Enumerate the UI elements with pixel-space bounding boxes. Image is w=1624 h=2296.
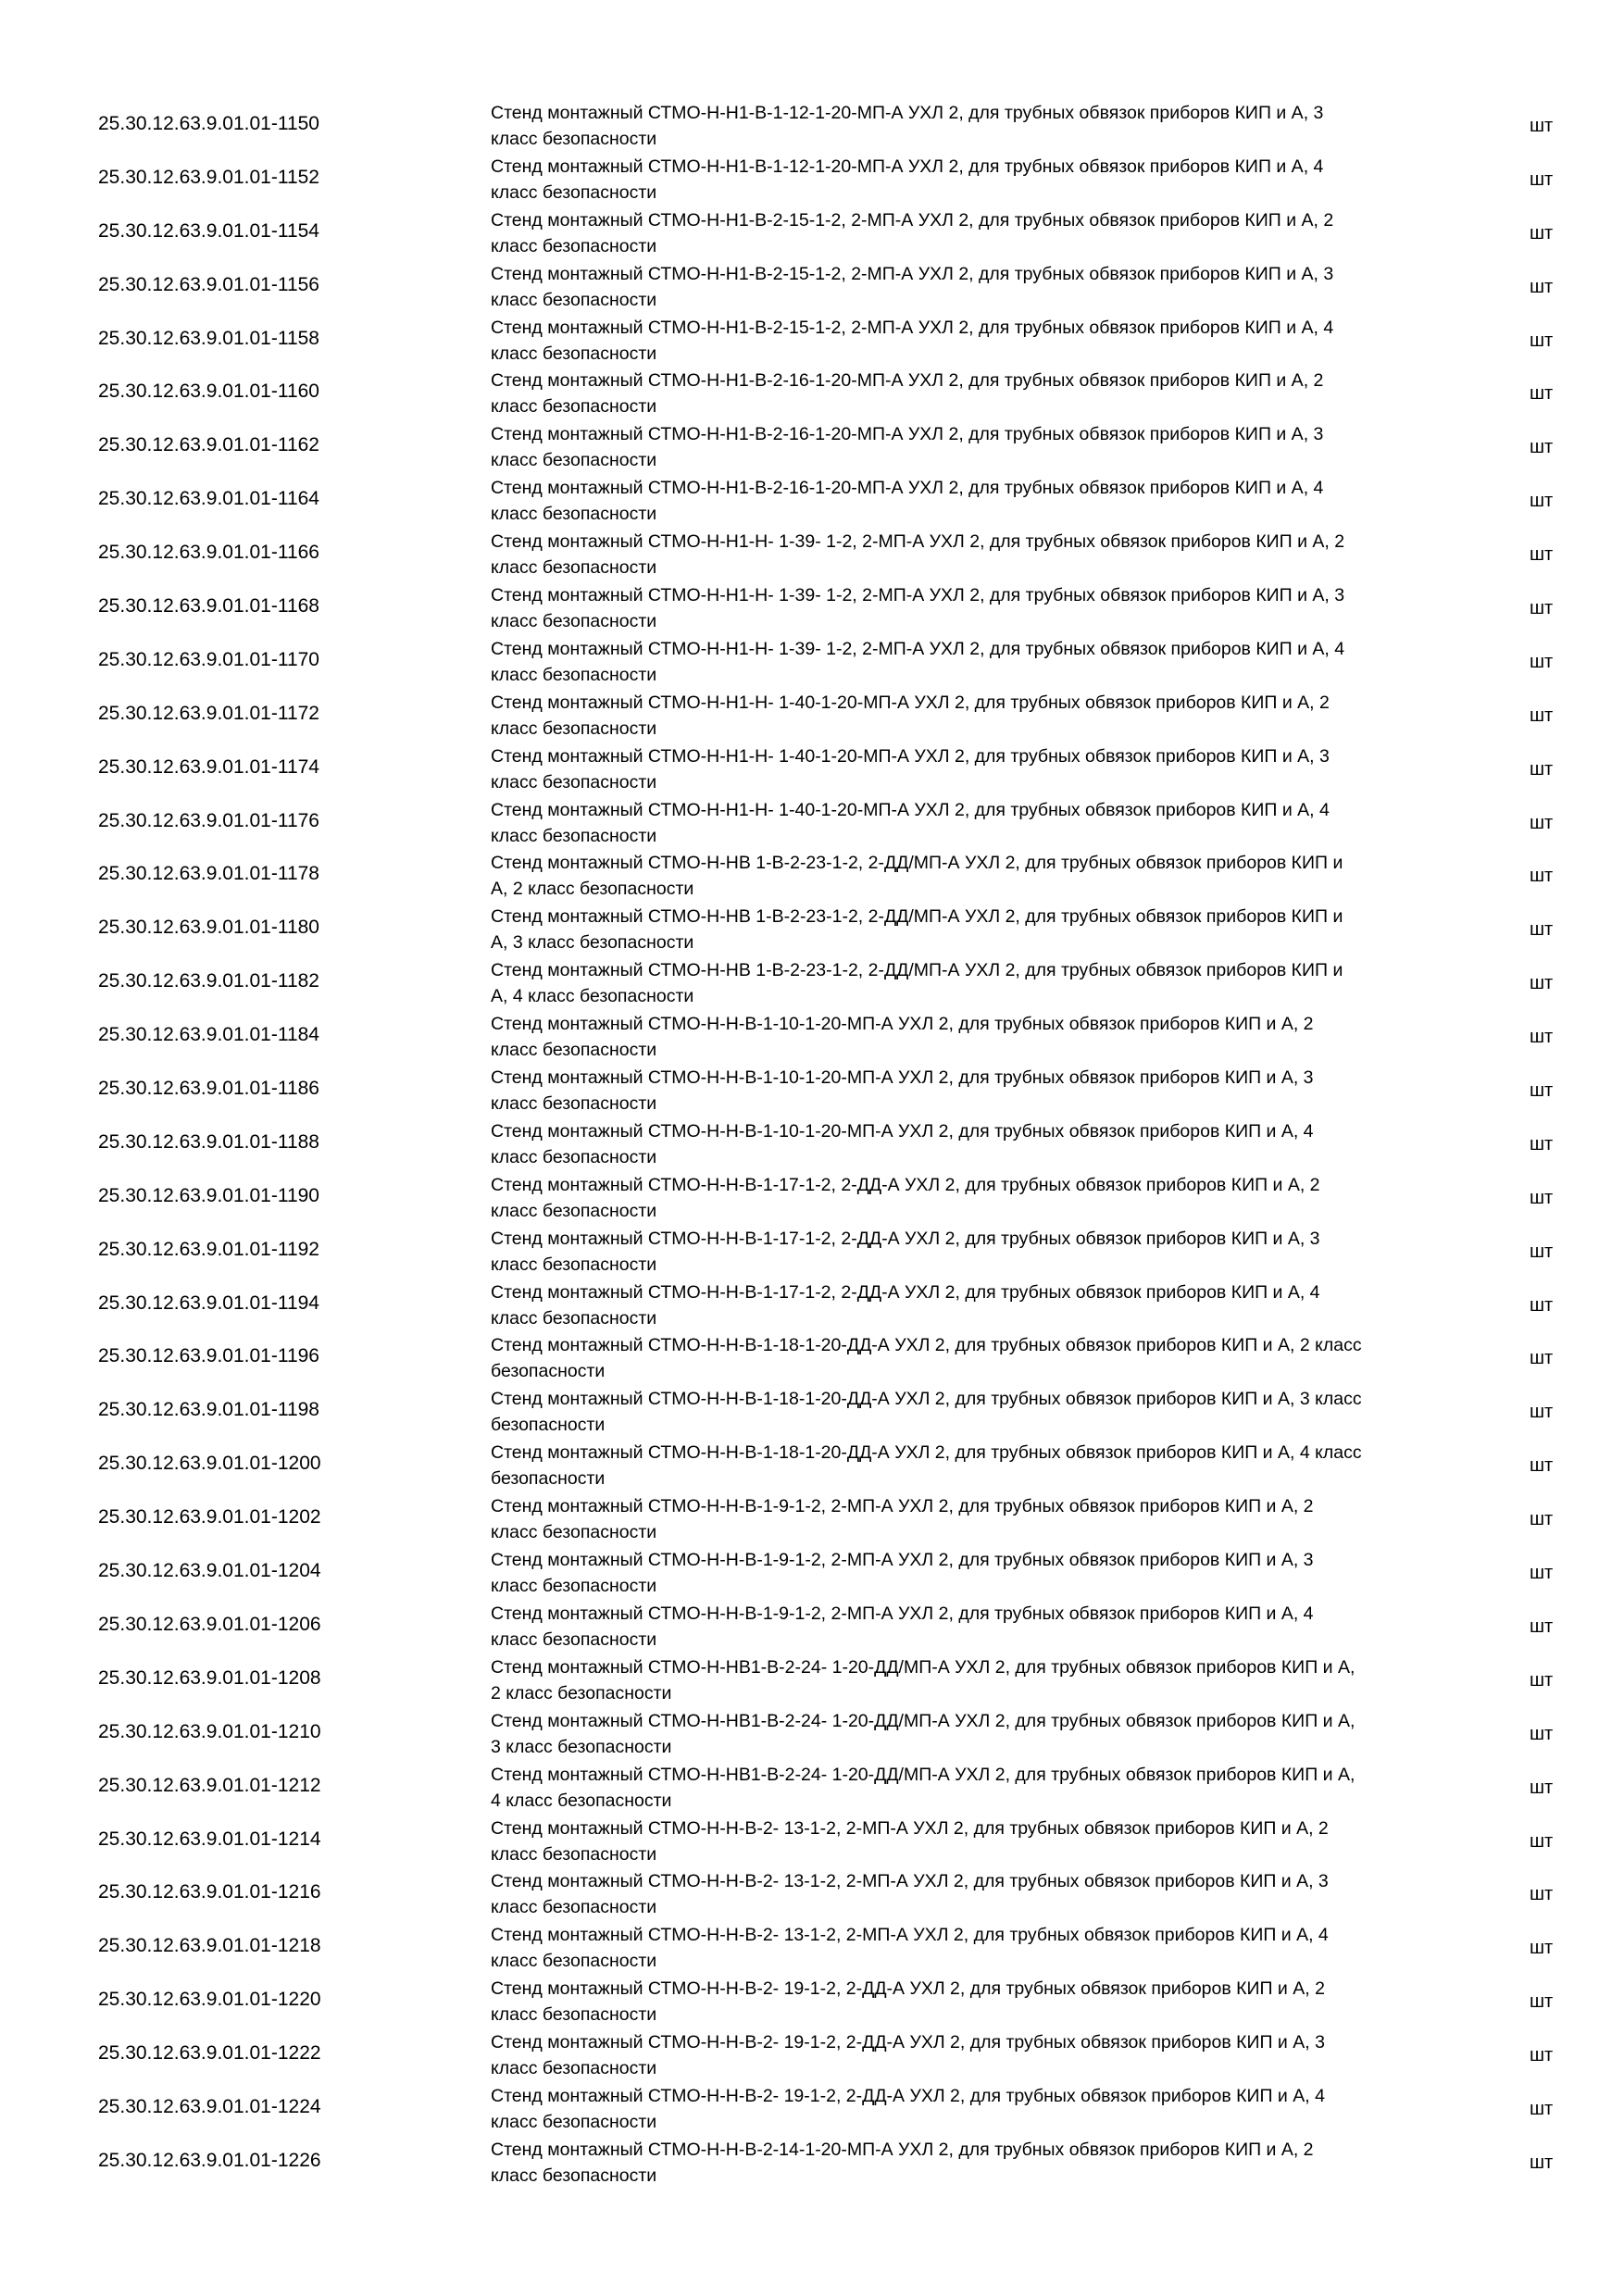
item-description — [491, 1172, 1472, 1224]
item-description-line: Стенд монтажный СТМО-Н-Н1-Н- 1-40-1-20-МП-А УХЛ 2, для трубных обвязок приборов КИП и А, 2 — [491, 692, 1330, 713]
item-unit: шт — [1530, 1669, 1554, 1691]
item-unit: шт — [1530, 1080, 1554, 1102]
item-description-line: Стенд монтажный СТМО-Н-НВ1-В-2-24- 1-20-ДД/МП-А УХЛ 2, для трубных обвязок приборов КИП и А, — [491, 1710, 1355, 1731]
price-list-table — [0, 98, 1624, 2189]
item-unit: шт — [1530, 866, 1554, 887]
item-description-line: Стенд монтажный СТМО-Н-Н-В-2- 13-1-2, 2-МП-А УХЛ 2, для трубных обвязок приборов КИП и А, 3 — [491, 1871, 1329, 1892]
item-description-line: Стенд монтажный СТМО-Н-Н1-В-2-15-1-2, 2-МП-А УХЛ 2, для трубных обвязок приборов КИП и А, 4 — [491, 317, 1334, 338]
item-unit: шт — [1530, 116, 1554, 136]
item-code: 25.30.12.63.9.01.01-1204 — [98, 1560, 321, 1582]
item-description — [491, 1816, 1472, 1867]
item-description-line: класс безопасности — [491, 1307, 657, 1329]
table-row — [0, 1760, 1624, 1814]
item-description-line: Стенд монтажный СТМО-Н-Н-В-2- 19-1-2, 2-ДД-А УХЛ 2, для трубных обвязок приборов КИП и А, 4 — [491, 2085, 1325, 2106]
item-code: 25.30.12.63.9.01.01-1220 — [98, 1989, 321, 2011]
item-description-line: Стенд монтажный СТМО-Н-Н1-Н- 1-39- 1-2, 2-МП-А УХЛ 2, для трубных обвязок приборов КИП и А, 3 — [491, 585, 1345, 606]
table-row — [0, 2028, 1624, 2081]
item-description-line: класс безопасности — [491, 1522, 657, 1543]
table-row — [0, 206, 1624, 259]
item-unit: шт — [1530, 1241, 1554, 1262]
table-row — [0, 2135, 1624, 2189]
item-description-line: класс безопасности — [491, 2058, 657, 2079]
item-description-line: Стенд монтажный СТМО-Н-Н-В-2- 19-1-2, 2-ДД-А УХЛ 2, для трубных обвязок приборов КИП и А, 2 — [491, 1978, 1325, 2000]
item-description-line: безопасности — [491, 1468, 606, 1490]
item-description-line: класс безопасности — [491, 235, 657, 256]
table-row — [0, 473, 1624, 527]
item-description-line: 3 класс безопасности — [491, 1736, 672, 1757]
item-description — [491, 1976, 1472, 2028]
item-description-line: Стенд монтажный СТМО-Н-Н-В-1-10-1-20-МП-А УХЛ 2, для трубных обвязок приборов КИП и А, 2 — [491, 1014, 1314, 1035]
table-row — [0, 152, 1624, 206]
item-description — [491, 850, 1472, 902]
item-description-line: Стенд монтажный СТМО-Н-НВ 1-В-2-23-1-2, 2-ДД/МП-А УХЛ 2, для трубных обвязок приборов КИП и — [491, 853, 1343, 874]
item-unit: шт — [1530, 1187, 1554, 1208]
item-unit: шт — [1530, 1027, 1554, 1048]
item-code: 25.30.12.63.9.01.01-1152 — [98, 166, 319, 188]
item-unit: шт — [1530, 383, 1554, 405]
table-row — [0, 1063, 1624, 1117]
item-code: 25.30.12.63.9.01.01-1210 — [98, 1720, 321, 1742]
item-description-line: класс безопасности — [491, 2165, 657, 2186]
item-description — [491, 957, 1472, 1009]
item-description-line: Стенд монтажный СТМО-Н-Н-В-1-18-1-20-ДД-А УХЛ 2, для трубных обвязок приборов КИП и А, 3 класс — [491, 1389, 1362, 1410]
item-description-line: Стенд монтажный СТМО-Н-Н-В-1-18-1-20-ДД-А УХЛ 2, для трубных обвязок приборов КИП и А, 4 класс — [491, 1442, 1362, 1464]
item-code: 25.30.12.63.9.01.01-1212 — [98, 1774, 321, 1796]
item-code: 25.30.12.63.9.01.01-1170 — [98, 648, 319, 670]
table-row — [0, 1974, 1624, 2028]
item-code: 25.30.12.63.9.01.01-1194 — [98, 1292, 319, 1314]
item-code: 25.30.12.63.9.01.01-1176 — [98, 809, 319, 831]
item-code: 25.30.12.63.9.01.01-1202 — [98, 1506, 321, 1529]
item-code: 25.30.12.63.9.01.01-1222 — [98, 2042, 321, 2065]
item-code: 25.30.12.63.9.01.01-1154 — [98, 219, 319, 242]
item-description — [491, 1065, 1472, 1117]
item-description — [491, 1332, 1472, 1384]
item-description-line: Стенд монтажный СТМО-Н-Н-В-1-17-1-2, 2-ДД-А УХЛ 2, для трубных обвязок приборов КИП и А, 3 — [491, 1228, 1320, 1249]
table-row — [0, 688, 1624, 742]
item-description-line: класс безопасности — [491, 2111, 657, 2132]
item-code: 25.30.12.63.9.01.01-1172 — [98, 702, 319, 724]
item-unit: шт — [1530, 544, 1554, 566]
item-code: 25.30.12.63.9.01.01-1158 — [98, 327, 319, 349]
table-row — [0, 1224, 1624, 1278]
item-unit: шт — [1530, 1777, 1554, 1798]
item-description-line: класс безопасности — [491, 343, 657, 364]
item-description-line: Стенд монтажный СТМО-Н-Н-В-1-10-1-20-МП-А УХЛ 2, для трубных обвязок приборов КИП и А, 4 — [491, 1120, 1314, 1142]
item-description-line: класс безопасности — [491, 129, 657, 149]
item-description — [491, 1601, 1472, 1653]
item-unit: шт — [1530, 491, 1554, 512]
item-description-line: класс безопасности — [491, 1628, 657, 1650]
item-code: 25.30.12.63.9.01.01-1164 — [98, 488, 319, 510]
table-row — [0, 527, 1624, 580]
table-row — [0, 313, 1624, 367]
item-unit: шт — [1530, 1402, 1554, 1423]
item-description-line: класс безопасности — [491, 396, 657, 418]
item-unit: шт — [1530, 1723, 1554, 1744]
item-description-line: Стенд монтажный СТМО-Н-Н1-В-2-16-1-20-МП-А УХЛ 2, для трубных обвязок приборов КИП и А, 2 — [491, 370, 1324, 392]
item-description — [491, 1654, 1472, 1706]
item-description-line: класс безопасности — [491, 1897, 657, 1918]
table-row — [0, 1438, 1624, 1491]
item-description-line: Стенд монтажный СТМО-Н-Н-В-1-9-1-2, 2-МП-А УХЛ 2, для трубных обвязок приборов КИП и А, 2 — [491, 1496, 1314, 1517]
item-code: 25.30.12.63.9.01.01-1160 — [98, 381, 319, 403]
item-description — [491, 421, 1472, 473]
table-row — [0, 634, 1624, 688]
item-code: 25.30.12.63.9.01.01-1180 — [98, 917, 319, 939]
table-row — [0, 1491, 1624, 1545]
table-row — [0, 580, 1624, 634]
item-code: 25.30.12.63.9.01.01-1166 — [98, 542, 319, 564]
item-unit: шт — [1530, 812, 1554, 833]
item-description-line: Стенд монтажный СТМО-Н-Н-В-1-17-1-2, 2-ДД-А УХЛ 2, для трубных обвязок приборов КИП и А, 2 — [491, 1174, 1320, 1195]
item-code: 25.30.12.63.9.01.01-1186 — [98, 1078, 319, 1100]
item-description — [491, 1011, 1472, 1063]
table-row — [0, 795, 1624, 849]
item-description-line: Стенд монтажный СТМО-Н-Н-В-1-18-1-20-ДД-А УХЛ 2, для трубных обвязок приборов КИП и А, 2 класс — [491, 1335, 1362, 1356]
item-description — [491, 1708, 1472, 1760]
item-description — [491, 154, 1472, 206]
table-row — [0, 1117, 1624, 1170]
item-code: 25.30.12.63.9.01.01-1198 — [98, 1399, 319, 1421]
item-code: 25.30.12.63.9.01.01-1150 — [98, 113, 319, 134]
item-description-line: Стенд монтажный СТМО-Н-Н-В-2-14-1-20-МП-А УХЛ 2, для трубных обвязок приборов КИП и А, 2 — [491, 2139, 1314, 2160]
item-description-line: Стенд монтажный СТМО-Н-НВ1-В-2-24- 1-20-ДД/МП-А УХЛ 2, для трубных обвязок приборов КИП и А, — [491, 1656, 1355, 1678]
item-description — [491, 1226, 1472, 1278]
item-code: 25.30.12.63.9.01.01-1168 — [98, 595, 319, 618]
item-unit: шт — [1530, 2045, 1554, 2066]
item-description-line: класс безопасности — [491, 2004, 657, 2026]
item-code: 25.30.12.63.9.01.01-1206 — [98, 1613, 321, 1635]
table-row — [0, 1706, 1624, 1760]
table-row — [0, 1009, 1624, 1063]
item-code: 25.30.12.63.9.01.01-1218 — [98, 1935, 321, 1957]
item-description-line: безопасности — [491, 1415, 606, 1436]
item-description — [491, 1440, 1472, 1491]
item-description-line: класс безопасности — [491, 825, 657, 846]
item-description-line: А, 2 класс безопасности — [491, 879, 694, 900]
item-unit: шт — [1530, 598, 1554, 619]
item-description-line: Стенд монтажный СТМО-Н-Н-В-1-17-1-2, 2-ДД-А УХЛ 2, для трубных обвязок приборов КИП и А, 4 — [491, 1281, 1320, 1303]
item-description — [491, 1118, 1472, 1170]
item-description-line: Стенд монтажный СТМО-Н-Н1-В-1-12-1-20-МП-А УХЛ 2, для трубных обвязок приборов КИП и А, 4 — [491, 156, 1324, 177]
item-code: 25.30.12.63.9.01.01-1156 — [98, 273, 319, 295]
item-unit: шт — [1530, 168, 1554, 190]
item-description-line: Стенд монтажный СТМО-Н-Н1-В-2-16-1-20-МП-А УХЛ 2, для трубных обвязок приборов КИП и А, 3 — [491, 424, 1324, 445]
item-description — [491, 1868, 1472, 1920]
item-description-line: Стенд монтажный СТМО-Н-Н-В-2- 13-1-2, 2-МП-А УХЛ 2, для трубных обвязок приборов КИП и А, 2 — [491, 1817, 1329, 1839]
item-description-line: Стенд монтажный СТМО-Н-Н1-В-2-16-1-20-МП-А УХЛ 2, для трубных обвязок приборов КИП и А, 4 — [491, 478, 1324, 499]
item-description-line: класс безопасности — [491, 450, 657, 471]
item-description-line: класс безопасности — [491, 1576, 657, 1597]
item-unit: шт — [1530, 1294, 1554, 1316]
item-description-line: Стенд монтажный СТМО-Н-Н1-Н- 1-40-1-20-МП-А УХЛ 2, для трубных обвязок приборов КИП и А, 3 — [491, 745, 1330, 767]
item-description — [491, 1922, 1472, 1974]
item-code: 25.30.12.63.9.01.01-1190 — [98, 1184, 319, 1206]
item-description-line: 4 класс безопасности — [491, 1790, 672, 1811]
table-row — [0, 1866, 1624, 1920]
item-unit: шт — [1530, 330, 1554, 351]
item-description-line: класс безопасности — [491, 1254, 657, 1275]
table-row — [0, 1278, 1624, 1331]
item-unit: шт — [1530, 2098, 1554, 2119]
item-description-line: Стенд монтажный СТМО-Н-Н1-Н- 1-39- 1-2, 2-МП-А УХЛ 2, для трубных обвязок приборов КИП и А, 4 — [491, 638, 1345, 659]
item-description-line: класс безопасности — [491, 771, 657, 792]
table-row — [0, 742, 1624, 795]
item-description-line: Стенд монтажный СТМО-Н-Н-В-2- 13-1-2, 2-МП-А УХЛ 2, для трубных обвязок приборов КИП и А, 4 — [491, 1925, 1329, 1946]
item-unit: шт — [1530, 973, 1554, 994]
table-row — [0, 1599, 1624, 1653]
item-description — [491, 2137, 1472, 2189]
item-description — [491, 1493, 1472, 1545]
item-description — [491, 529, 1472, 580]
item-description — [491, 743, 1472, 795]
item-code: 25.30.12.63.9.01.01-1192 — [98, 1238, 319, 1260]
item-description — [491, 797, 1472, 849]
item-unit: шт — [1530, 1616, 1554, 1637]
item-unit: шт — [1530, 437, 1554, 458]
item-description-line: класс безопасности — [491, 611, 657, 632]
item-description-line: Стенд монтажный СТМО-Н-Н-В-2- 19-1-2, 2-ДД-А УХЛ 2, для трубных обвязок приборов КИП и А, 3 — [491, 2032, 1325, 2053]
item-description — [491, 2029, 1472, 2081]
item-unit: шт — [1530, 1348, 1554, 1369]
table-row — [0, 419, 1624, 473]
item-code: 25.30.12.63.9.01.01-1162 — [98, 434, 319, 456]
table-row — [0, 955, 1624, 1009]
item-code: 25.30.12.63.9.01.01-1178 — [98, 863, 319, 885]
item-unit: шт — [1530, 1991, 1554, 2013]
item-unit: шт — [1530, 2152, 1554, 2173]
item-description-line: класс безопасности — [491, 1200, 657, 1221]
table-row — [0, 1384, 1624, 1438]
item-code: 25.30.12.63.9.01.01-1216 — [98, 1881, 321, 1903]
item-description-line: класс безопасности — [491, 289, 657, 310]
item-description — [491, 207, 1472, 259]
item-description-line: класс безопасности — [491, 1146, 657, 1167]
item-description — [491, 315, 1472, 367]
item-description-line: Стенд монтажный СТМО-Н-Н1-В-2-15-1-2, 2-МП-А УХЛ 2, для трубных обвязок приборов КИП и А, 3 — [491, 263, 1334, 284]
table-row — [0, 366, 1624, 419]
item-description-line: класс безопасности — [491, 1040, 657, 1061]
item-unit: шт — [1530, 1455, 1554, 1477]
item-code: 25.30.12.63.9.01.01-1200 — [98, 1453, 321, 1475]
item-description — [491, 1386, 1472, 1438]
item-description — [491, 100, 1472, 152]
item-unit: шт — [1530, 1509, 1554, 1530]
item-code: 25.30.12.63.9.01.01-1182 — [98, 970, 319, 992]
item-description-line: Стенд монтажный СТМО-Н-Н1-В-1-12-1-20-МП-А УХЛ 2, для трубных обвязок приборов КИП и А, 3 — [491, 103, 1324, 123]
table-row — [0, 1814, 1624, 1867]
item-unit: шт — [1530, 1884, 1554, 1905]
item-description — [491, 261, 1472, 313]
item-description-line: класс безопасности — [491, 1093, 657, 1115]
item-description-line: класс безопасности — [491, 1951, 657, 1972]
item-description — [491, 368, 1472, 419]
item-unit: шт — [1530, 1563, 1554, 1584]
item-description-line: А, 3 класс безопасности — [491, 932, 694, 954]
item-unit: шт — [1530, 1938, 1554, 1959]
item-code: 25.30.12.63.9.01.01-1208 — [98, 1666, 321, 1689]
item-description-line: 2 класс безопасности — [491, 1682, 672, 1703]
item-description-line: класс безопасности — [491, 664, 657, 685]
item-unit: шт — [1530, 1830, 1554, 1852]
table-row — [0, 1545, 1624, 1599]
item-code: 25.30.12.63.9.01.01-1224 — [98, 2095, 321, 2117]
item-unit: шт — [1530, 1133, 1554, 1154]
item-description — [491, 1762, 1472, 1814]
table-row — [0, 1330, 1624, 1384]
item-code: 25.30.12.63.9.01.01-1174 — [98, 755, 319, 778]
item-description-line: класс безопасности — [491, 504, 657, 525]
item-description-line: Стенд монтажный СТМО-Н-Н1-Н- 1-40-1-20-МП-А УХЛ 2, для трубных обвязок приборов КИП и А, 4 — [491, 799, 1330, 820]
item-description-line: Стенд монтажный СТМО-Н-Н-В-1-9-1-2, 2-МП-А УХЛ 2, для трубных обвязок приборов КИП и А, 4 — [491, 1603, 1314, 1624]
item-unit: шт — [1530, 919, 1554, 941]
item-code: 25.30.12.63.9.01.01-1226 — [98, 2149, 321, 2171]
item-description-line: класс безопасности — [491, 181, 657, 203]
item-description-line: Стенд монтажный СТМО-Н-НВ 1-В-2-23-1-2, 2-ДД/МП-А УХЛ 2, для трубных обвязок приборов КИП и — [491, 960, 1343, 981]
table-row — [0, 848, 1624, 902]
table-row — [0, 98, 1624, 152]
item-description — [491, 2083, 1472, 2135]
item-description-line: А, 4 класс безопасности — [491, 986, 694, 1007]
item-code: 25.30.12.63.9.01.01-1188 — [98, 1130, 319, 1153]
item-description-line: Стенд монтажный СТМО-Н-Н1-Н- 1-39- 1-2, 2-МП-А УХЛ 2, для трубных обвязок приборов КИП и А, 2 — [491, 531, 1345, 553]
table-row — [0, 1170, 1624, 1224]
table-row — [0, 2081, 1624, 2135]
item-unit: шт — [1530, 705, 1554, 726]
item-description-line: безопасности — [491, 1361, 606, 1382]
item-description-line: Стенд монтажный СТМО-Н-НВ 1-В-2-23-1-2, 2-ДД/МП-А УХЛ 2, для трубных обвязок приборов КИП и — [491, 906, 1343, 928]
item-description — [491, 475, 1472, 527]
table-row — [0, 1653, 1624, 1706]
item-description-line: Стенд монтажный СТМО-Н-НВ1-В-2-24- 1-20-ДД/МП-А УХЛ 2, для трубных обвязок приборов КИП и А, — [491, 1764, 1355, 1785]
table-row — [0, 902, 1624, 955]
item-description — [491, 690, 1472, 742]
item-description-line: класс безопасности — [491, 557, 657, 579]
item-description-line: Стенд монтажный СТМО-Н-Н1-В-2-15-1-2, 2-МП-А УХЛ 2, для трубных обвязок приборов КИП и А, 2 — [491, 209, 1334, 231]
item-description — [491, 1547, 1472, 1599]
item-code: 25.30.12.63.9.01.01-1196 — [98, 1345, 319, 1367]
item-description — [491, 1279, 1472, 1331]
item-description — [491, 582, 1472, 634]
item-unit: шт — [1530, 222, 1554, 243]
item-description — [491, 904, 1472, 955]
item-unit: шт — [1530, 651, 1554, 672]
item-description — [491, 636, 1472, 688]
item-description-line: класс безопасности — [491, 718, 657, 739]
table-row — [0, 259, 1624, 313]
item-code: 25.30.12.63.9.01.01-1214 — [98, 1828, 321, 1850]
item-code: 25.30.12.63.9.01.01-1184 — [98, 1024, 319, 1046]
item-description-line: Стенд монтажный СТМО-Н-Н-В-1-10-1-20-МП-А УХЛ 2, для трубных обвязок приборов КИП и А, 3 — [491, 1067, 1314, 1089]
item-unit: шт — [1530, 758, 1554, 780]
table-row — [0, 1920, 1624, 1974]
item-description-line: Стенд монтажный СТМО-Н-Н-В-1-9-1-2, 2-МП-А УХЛ 2, для трубных обвязок приборов КИП и А, 3 — [491, 1550, 1314, 1571]
item-description-line: класс безопасности — [491, 1843, 657, 1865]
item-unit: шт — [1530, 276, 1554, 297]
